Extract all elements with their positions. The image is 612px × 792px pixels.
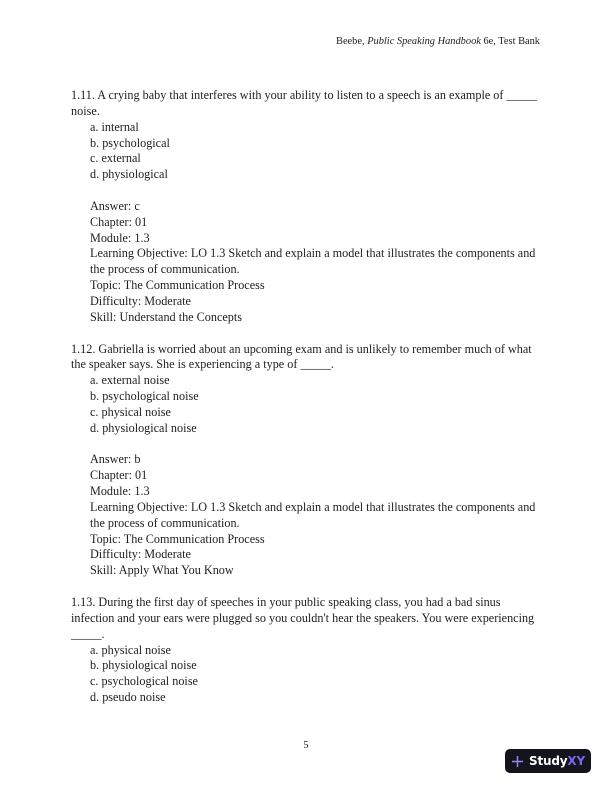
answer-meta-line: Module: 1.3	[90, 230, 150, 245]
option-line: b. psychological noise	[90, 389, 199, 404]
answer-meta-line: the process of communication.	[90, 515, 240, 530]
option-line: a. physical noise	[90, 642, 171, 657]
spacer	[71, 326, 551, 342]
header-edition: 6e, Test Bank	[480, 36, 540, 47]
question-text-line: 1.12. Gabriella is worried about an upcoming exam and is unlikely to remember much of what	[71, 341, 532, 356]
header-author: Beebe,	[336, 36, 368, 47]
question-text-line: 1.13. During the first day of speeches in your public speaking class, you had a bad sinus	[71, 595, 501, 609]
question-block-1-11	[71, 88, 551, 342]
spacer	[71, 183, 551, 199]
studyxy-logo-text-accent: XY	[567, 754, 585, 768]
answer-meta-line: Difficulty: Moderate	[90, 547, 191, 562]
answer-meta-line: Skill: Understand the Concepts	[90, 309, 242, 324]
option-line: c. external	[90, 151, 141, 166]
page-number: 5	[303, 740, 309, 751]
plus-icon	[511, 755, 524, 768]
question-text-line: _____.	[71, 626, 105, 641]
question-text-line: noise.	[71, 103, 100, 118]
answer-meta-line: Chapter: 01	[90, 468, 148, 483]
answer-meta-line: Chapter: 01	[90, 214, 148, 229]
header-citation	[336, 36, 540, 47]
answer-meta-line: Answer: c	[90, 198, 140, 213]
question-text-line: 1.11. A crying baby that interferes with your ability to listen to a speech is an example of _____	[71, 88, 537, 102]
answer-meta-line: Answer: b	[90, 452, 141, 467]
answer-meta-line: Module: 1.3	[90, 484, 150, 499]
answer-meta-line: Topic: The Communication Process	[90, 531, 265, 546]
question-text-line: infection and your ears were plugged so you couldn't hear the speakers. You were experiencing	[71, 610, 535, 625]
option-line: d. physiological noise	[90, 420, 197, 435]
spacer	[71, 579, 551, 595]
option-line: c. physical noise	[90, 404, 171, 419]
page-content	[71, 88, 551, 706]
question-text-line: the speaker says. She is experiencing a type of _____.	[71, 357, 334, 372]
question-block-1-12	[71, 342, 551, 596]
question-block-1-13	[71, 595, 551, 706]
option-line: d. physiological	[90, 167, 168, 182]
studyxy-logo-badge	[505, 749, 591, 773]
spacer	[71, 437, 551, 453]
header-book-title: Public Speaking Handbook	[367, 36, 481, 47]
answer-meta-line: Topic: The Communication Process	[90, 278, 265, 293]
option-line: b. psychological	[90, 135, 170, 150]
answer-meta-line: the process of communication.	[90, 262, 240, 277]
option-line: a. external noise	[90, 373, 170, 388]
studyxy-logo-text-primary: Study	[529, 754, 568, 768]
option-line: b. physiological noise	[90, 658, 197, 673]
option-line: a. internal	[90, 119, 139, 134]
answer-meta-line: Skill: Apply What You Know	[90, 563, 234, 578]
option-line: c. psychological noise	[90, 674, 198, 689]
answer-meta-line: Learning Objective: LO 1.3 Sketch and explain a model that illustrates the components and	[90, 499, 536, 514]
answer-meta-line: Difficulty: Moderate	[90, 293, 191, 308]
answer-meta-line: Learning Objective: LO 1.3 Sketch and explain a model that illustrates the components and	[90, 246, 536, 261]
option-line: d. pseudo noise	[90, 690, 166, 705]
